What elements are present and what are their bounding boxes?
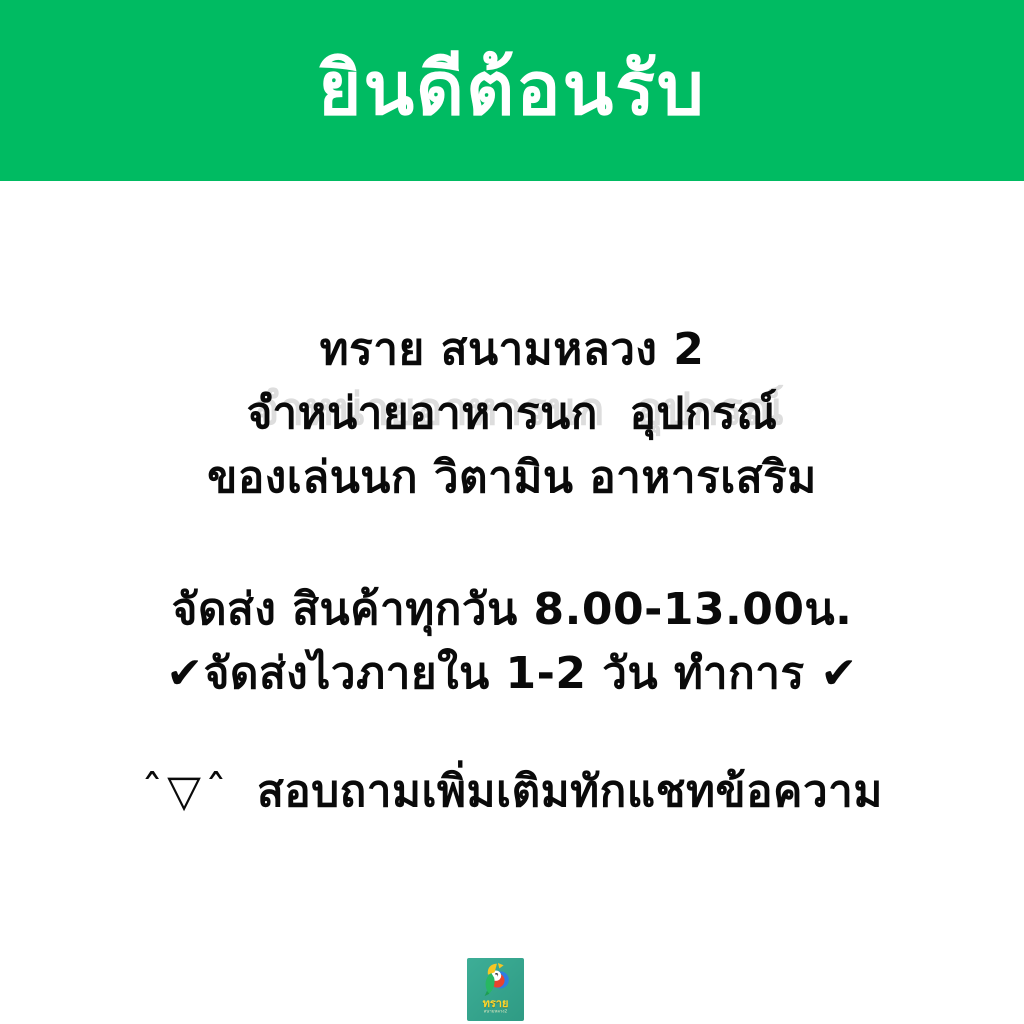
welcome-title: ยินดีต้อนรับ [318, 45, 706, 132]
logo-name: ทราย [482, 997, 509, 1010]
products-line-2: ของเล่นนก วิตามิน อาหารเสริม [207, 452, 817, 503]
shipping-info-block [0, 578, 1024, 706]
shop-name-line: ทราย สนามหลวง 2 [319, 324, 705, 375]
delivery-hours-line: จัดส่ง สินค้าทุกวัน 8.00-13.00น. [171, 584, 853, 635]
parrot-icon [476, 960, 516, 998]
shop-logo [467, 958, 524, 1021]
shop-intro-block [0, 318, 1024, 510]
contact-text: สอบถามเพิ่มเติมทักแชทข้อความ [256, 766, 883, 817]
contact-block [0, 760, 1024, 824]
products-line-1: จำหน่ายอาหารนก อุปกรณ์ [246, 388, 778, 439]
logo-subtitle: สนามหลวง2 [483, 1009, 508, 1015]
smiley-emoticon: ˆ▽ˆ [141, 766, 231, 817]
delivery-speed-line: ✔จัดส่งไวภายใน 1-2 วัน ทำการ ✔ [166, 648, 858, 699]
contact-line [0, 760, 1024, 824]
header-banner [0, 0, 1024, 181]
